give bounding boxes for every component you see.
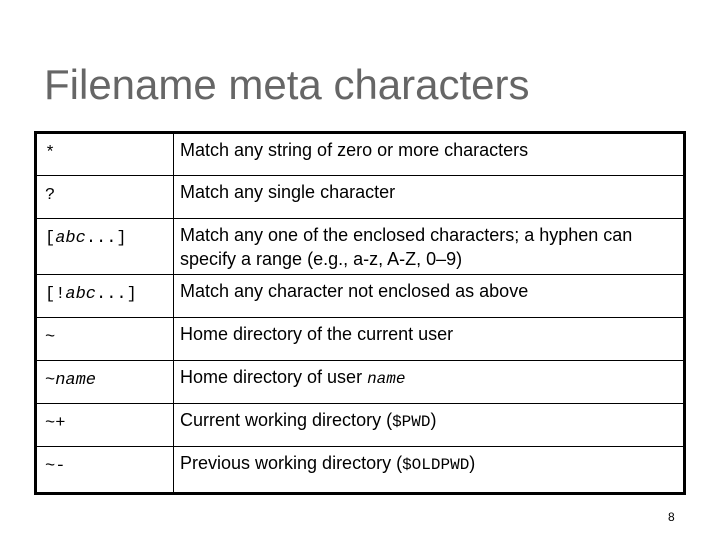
symbol-cell (36, 318, 174, 361)
description-code: $PWD (392, 413, 431, 431)
symbol-prefix: [ (45, 229, 56, 248)
symbol-cell (36, 275, 174, 318)
description-cell (174, 219, 685, 275)
symbol-prefix: ~ (45, 371, 56, 390)
table-row (36, 447, 685, 494)
description-text: Previous working directory ( (180, 453, 403, 473)
symbol-cell (36, 361, 174, 404)
symbol-italic: name (55, 371, 97, 390)
description-code: $OLDPWD (402, 456, 470, 474)
symbol-text: * (45, 144, 56, 163)
symbol-prefix: [! (45, 285, 66, 304)
description-text: Match any single character (180, 182, 396, 202)
description-suffix: ) (469, 453, 476, 473)
description-cell (174, 447, 685, 494)
symbol-italic: abc (55, 229, 86, 248)
symbol-cell (36, 447, 174, 494)
description-text: Match any one of the enclosed characters; a hyphen can specify a range (e.g., a-z, A-Z, 0–9) (180, 225, 633, 269)
description-text: Current working directory ( (180, 410, 393, 430)
description-code: name (367, 370, 406, 388)
symbol-text: ? (45, 186, 56, 205)
description-cell (174, 133, 685, 176)
symbol-text: ~+ (45, 414, 66, 433)
symbol-suffix: ...] (85, 229, 127, 248)
symbol-suffix: ...] (96, 285, 137, 304)
description-suffix: ) (430, 410, 437, 430)
symbol-cell (36, 176, 174, 219)
table-row (36, 133, 685, 176)
table-row (36, 404, 685, 447)
page-number: 8 (668, 510, 675, 524)
symbol-italic: abc (65, 285, 97, 304)
description-cell (174, 176, 685, 219)
description-text: Match any character not enclosed as above (180, 281, 529, 301)
description-text: Home directory of user (180, 367, 368, 387)
metacharacter-table (34, 131, 686, 495)
description-cell (174, 361, 685, 404)
description-cell (174, 275, 685, 318)
symbol-text: ~ (45, 328, 56, 347)
symbol-text: ~- (45, 457, 66, 476)
table-row (36, 219, 685, 275)
symbol-cell (36, 133, 174, 176)
symbol-cell (36, 219, 174, 275)
table-row (36, 361, 685, 404)
table-row (36, 176, 685, 219)
description-text: Home directory of the current user (180, 324, 454, 344)
symbol-cell (36, 404, 174, 447)
description-text: Match any string of zero or more characters (180, 140, 529, 160)
page-title: Filename meta characters (44, 61, 530, 108)
table-row (36, 318, 685, 361)
description-cell (174, 404, 685, 447)
table-row (36, 275, 685, 318)
description-cell (174, 318, 685, 361)
